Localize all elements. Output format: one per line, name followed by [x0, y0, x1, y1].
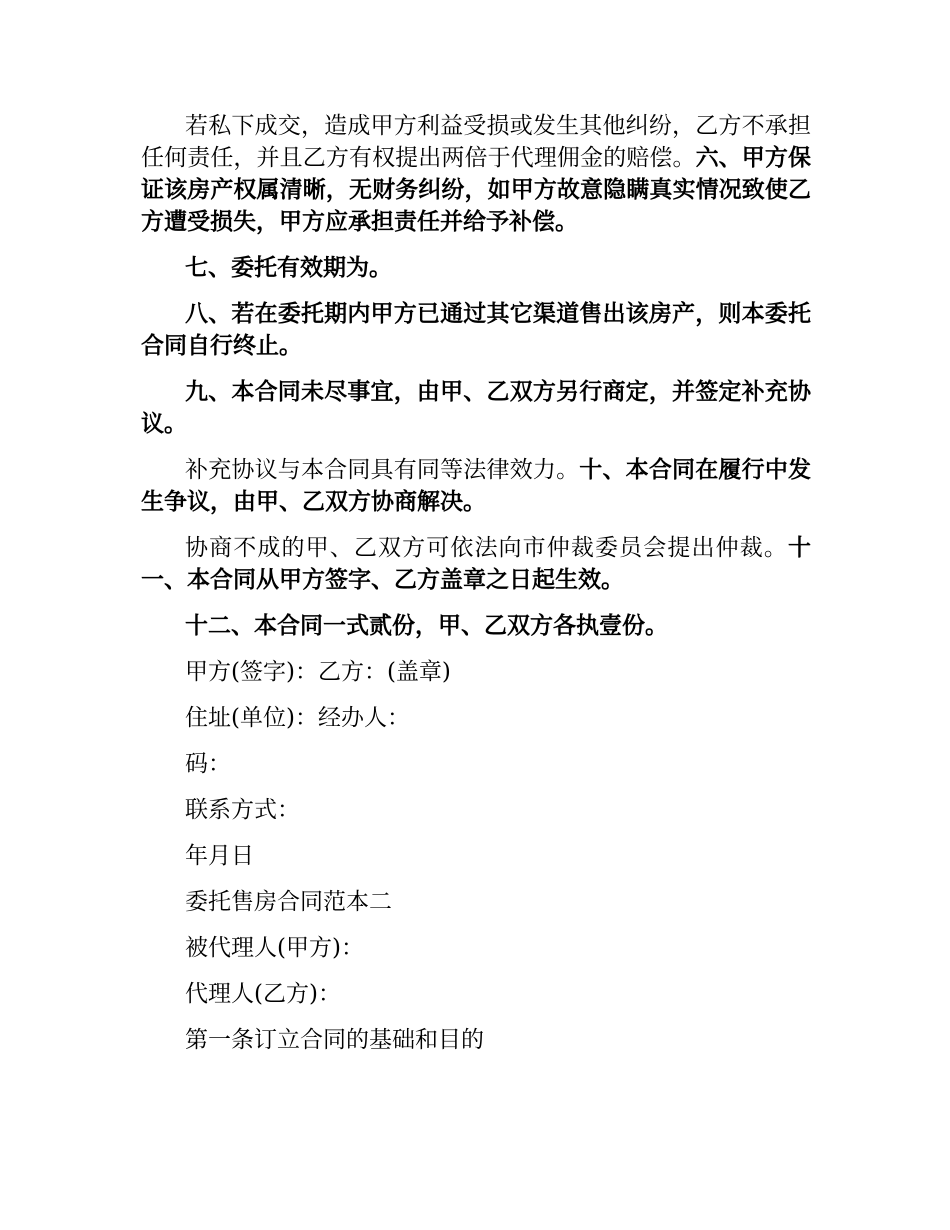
section-title-text: 委托售房合同范本二 — [185, 889, 392, 915]
date-text: 年月日 — [185, 843, 254, 869]
clause-12-text: 十二、本合同一式贰份，甲、乙双方各执壹份。 — [185, 612, 668, 639]
agent-line — [141, 978, 811, 1010]
article-1-heading — [141, 1024, 811, 1056]
document-body — [141, 110, 811, 1070]
code-line — [141, 748, 811, 780]
address-line — [141, 702, 811, 734]
address-text: 住址(单位)：经办人： — [185, 705, 410, 731]
paragraph-clause-6 — [141, 110, 811, 238]
principal-line — [141, 932, 811, 964]
clause-7-text: 七、委托有效期为。 — [185, 254, 392, 281]
paragraph-clause-8 — [141, 298, 811, 362]
contact-line — [141, 794, 811, 826]
agent-text: 代理人(乙方)： — [185, 981, 341, 1007]
code-text: 码： — [185, 751, 231, 777]
paragraph-clause-12 — [141, 610, 811, 642]
paragraph-text: 若私下成交，造成甲方利益受损或发生其他纠纷，乙方不承担任何责任，并且乙方有权提出两倍于代理佣金的赔偿。 — [141, 113, 811, 171]
paragraph-clause-10 — [141, 454, 811, 518]
paragraph-text: 补充协议与本合同具有同等法律效力。 — [185, 457, 580, 483]
paragraph-clause-11 — [141, 532, 811, 596]
paragraph-clause-9 — [141, 376, 811, 440]
date-line — [141, 840, 811, 872]
principal-text: 被代理人(甲方)： — [185, 935, 364, 961]
paragraph-text: 协商不成的甲、乙双方可依法向市仲裁委员会提出仲裁。 — [185, 535, 788, 561]
clause-11-text: 十一、本合同从甲方签字、乙方盖章之日起生效。 — [141, 534, 811, 593]
contact-text: 联系方式： — [185, 797, 300, 823]
clause-8-text: 八、若在委托期内甲方已通过其它渠道售出该房产，则本委托合同自行终止。 — [141, 300, 811, 359]
clause-6-text: 六、甲方保证该房产权属清晰，无财务纠纷，如甲方故意隐瞒真实情况致使乙方遭受损失，甲方应承担责任并给予补偿。 — [141, 144, 812, 235]
section-title — [141, 886, 811, 918]
article-1-text: 第一条订立合同的基础和目的 — [185, 1027, 484, 1053]
signature-text: 甲方(签字)：乙方：(盖章) — [185, 659, 451, 685]
paragraph-clause-7 — [141, 252, 811, 284]
clause-9-text: 九、本合同未尽事宜，由甲、乙双方另行商定，并签定补充协议。 — [141, 378, 811, 437]
signature-line — [141, 656, 811, 688]
clause-10-text: 十、本合同在履行中发生争议，由甲、乙双方协商解决。 — [141, 456, 812, 515]
